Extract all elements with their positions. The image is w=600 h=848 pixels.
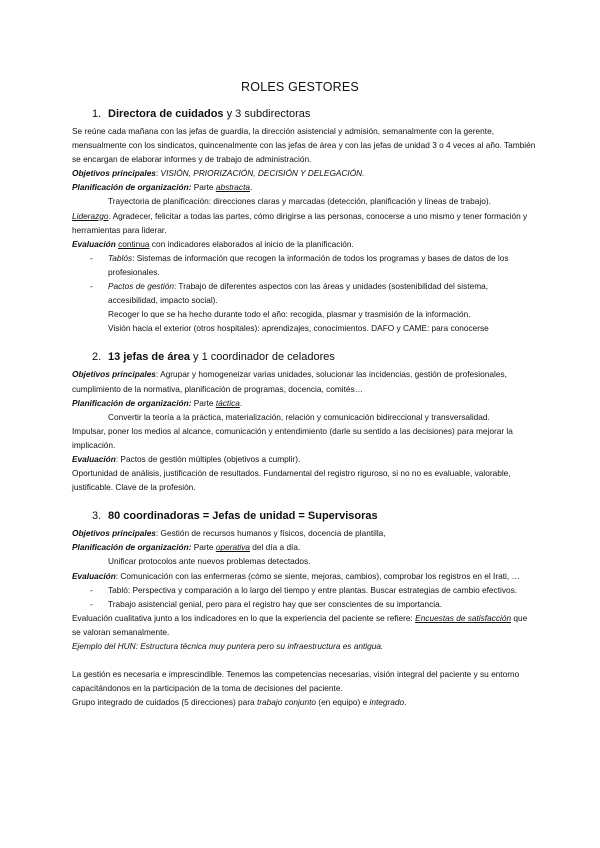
- section-2-oportunidad: Oportunidad de análisis, justificación de resultados. Fundamental del registro riguroso, si no no es evaluable, valorable, justificable. Clave de la profesión.: [72, 468, 511, 493]
- section-3-number: 3.: [92, 510, 102, 523]
- section-2-planning: Planificación de organización: Parte táctica.: [72, 397, 243, 408]
- section-3-evaluation: Evaluación: Comunicación con las enfermeras (cómo se siente, mejoras, cambios), comprobar los registros en el Irati, …: [72, 570, 520, 581]
- section-2-number: 2.: [92, 351, 102, 364]
- section-1-bullet-pactos: - Pactos de gestión: Trabajo de diferentes aspectos con las áreas y unidades (sostenibilidad del sistema, accesibilidad, impacto social).: [90, 281, 489, 306]
- section-1-heading-rest: y 3 subdirectoras: [223, 108, 311, 120]
- closing-paragraph-2: Grupo integrado de cuidados (5 direcciones) para trabajo conjunto (en equipo) e integrado.: [72, 697, 407, 708]
- section-3-example: Ejemplo del HUN: Estructura técnica muy puntera pero su infraestructura es antigua.: [72, 641, 384, 651]
- section-1-leadership: Liderazgo. Agradecer, felicitar a todas las partes, cómo dirigirse a las personas, conocerse a uno mismo y tener formación y herramientas para liderar.: [72, 210, 528, 235]
- section-2-planning-detail: Convertir la teoría a la práctica, materialización, relación y comunicación bidireccional y transversalidad.: [108, 411, 490, 422]
- section-1-pactos-line-3: Visión hacia el exterior (otros hospitales): aprendizajes, conocimientos. DAFO y CAME: para conocerse: [108, 323, 489, 334]
- section-2-impulsar: Impulsar, poner los medios al alcance, comunicación y entendimiento (darle su sentido a las decisiones) para mejorar la implicación.: [72, 425, 513, 450]
- section-2-heading-bold: 13 jefas de área: [108, 351, 190, 364]
- section-1-bullet-tablos: - Tablós: Sistemas de información que recogen la información de todos los programas y bases de datos de los profesionales.: [90, 252, 509, 277]
- section-3-planning-detail: Unificar protocolos ante nuevos problemas detectados.: [108, 556, 311, 567]
- section-3-heading: [92, 508, 536, 524]
- section-1-planning: Planificación de organización: Parte abstracta.: [72, 182, 253, 193]
- section-1-objectives: Objetivos principales: VISIÓN, PRIORIZACIÓN, DECISIÓN Y DELEGACIÓN.: [72, 168, 365, 179]
- section-1-planning-detail: Trayectoria de planificación: direcciones claras y marcadas (detección, planificación y líneas de trabajo).: [108, 196, 491, 207]
- section-1-heading: [92, 106, 536, 122]
- section-3-cualitativa: Evaluación cualitativa junto a los indicadores en lo que la experiencia del paciente se refiere: Encuestas de satisfacción que se valoran semanalmente.: [72, 612, 528, 637]
- section-1-pactos-line-2: Recoger lo que se ha hecho durante todo el año: recogida, plasmar y trasmisión de la información.: [108, 309, 471, 320]
- closing-paragraph-1: La gestión es necesaria e imprescindible. Tenemos las competencias necesarias, visión integral del paciente y su entorno capacitándonos en la participación de la toma de decisiones del paciente.: [72, 669, 520, 694]
- section-2-objectives: Objetivos principales: Agrupar y homogeneizar varias unidades, solucionar las incidencias, gestión de profesionales, cumplimiento de la normativa, planificación de programas, docencia, comités…: [72, 369, 507, 394]
- document-title: ROLES GESTORES: [241, 80, 359, 94]
- section-2-heading: [92, 349, 536, 365]
- section-1-number: 1.: [92, 108, 102, 120]
- section-3-heading-bold: 80 coordinadoras = Jefas de unidad = Supervisoras: [108, 510, 378, 523]
- section-3-objectives: Objetivos principales: Gestión de recursos humanos y físicos, docencia de plantilla,: [72, 528, 386, 539]
- section-3-planning: Planificación de organización: Parte operativa del día a día.: [72, 542, 301, 553]
- section-1-heading-bold: Directora de cuidados: [108, 108, 224, 120]
- section-2-heading-rest: y 1 coordinador de celadores: [189, 351, 335, 364]
- section-1-evaluation: Evaluación continua con indicadores elaborados al inicio de la planificación.: [72, 238, 354, 249]
- section-2-evaluation: Evaluación: Pactos de gestión múltiples (objetivos a cumplir).: [72, 453, 301, 464]
- section-1-paragraph: Se reúne cada mañana con las jefas de guardia, la dirección asistencial y admisión, semanalmente con la gerente, mensualmente con los sindicatos, quincenalmente con las jefas de área y con las jefas de unidad 3 o 4 veces al año. También se encargan de elaborar informes y de trabajo de administración.: [72, 126, 536, 165]
- section-3-bullet-trabajo: - Trabajo asistencial genial, pero para el registro hay que ser conscientes de su importancia.: [90, 598, 443, 609]
- section-3-bullet-tablo: - Tabló: Perspectiva y comparación a lo largo del tiempo y entre plantas. Buscar estrategias de cambio efectivos.: [90, 584, 518, 595]
- document-body: [72, 106, 536, 709]
